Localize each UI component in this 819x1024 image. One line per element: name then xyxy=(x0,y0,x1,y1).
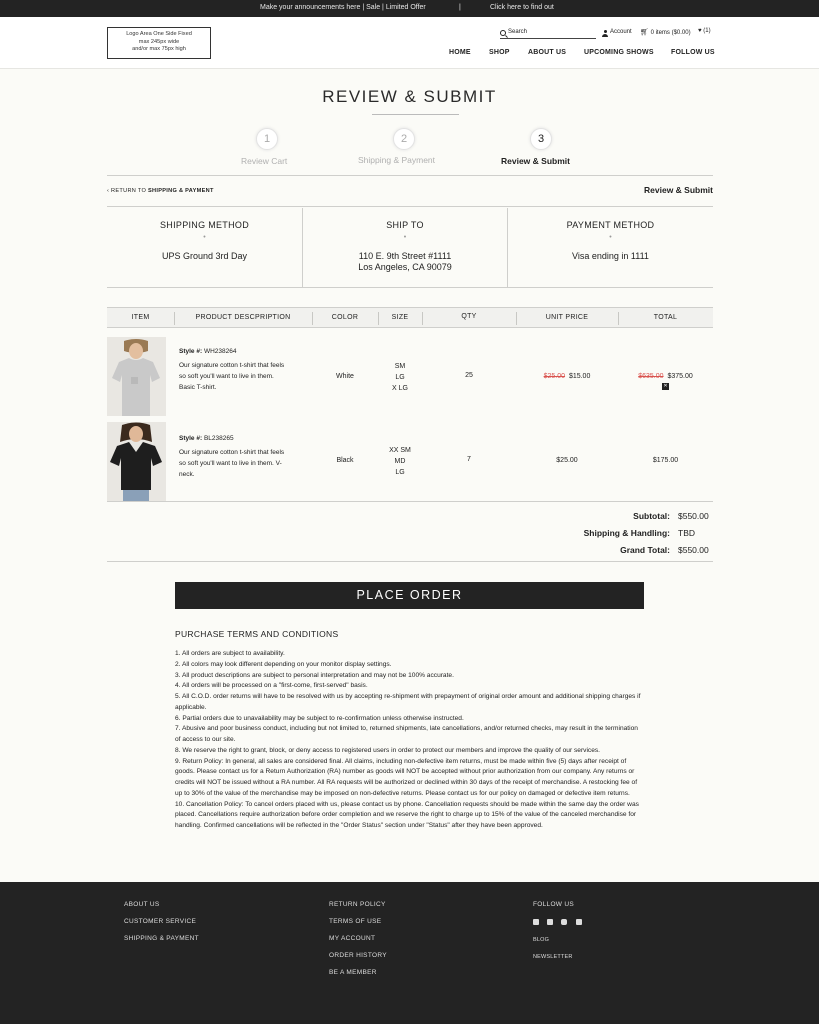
address-line-2: Los Angeles, CA 90079 xyxy=(358,262,452,272)
announcement-separator: | xyxy=(459,4,461,11)
col-description: PRODUCT DESCPRIPTION xyxy=(195,314,291,321)
bullet: • xyxy=(609,234,612,241)
title-divider xyxy=(372,114,459,115)
footer-link[interactable]: ABOUT US xyxy=(124,901,160,908)
shipping-value: TBD xyxy=(678,528,695,538)
style-number: WH238264 xyxy=(203,348,237,355)
product-color: White xyxy=(336,373,354,380)
cart-link[interactable] xyxy=(640,28,691,36)
terms-item: 4. All orders will be processed on a "first-come, first-served" basis. xyxy=(175,682,368,690)
search-placeholder: Search xyxy=(508,29,528,35)
line-total-original: $635.00 xyxy=(638,373,664,380)
shipping-method-card xyxy=(107,208,302,288)
step-1-label[interactable]: Review Cart xyxy=(241,156,288,166)
shipping-method-value: UPS Ground 3rd Day xyxy=(161,251,248,261)
subtotal-value: $550.00 xyxy=(678,511,709,521)
footer-link[interactable]: ORDER HISTORY xyxy=(329,952,387,959)
step-2-label[interactable]: Shipping & Payment xyxy=(358,155,436,165)
nav-shop[interactable]: SHOP xyxy=(489,49,510,56)
announcement-cta-link[interactable]: Click here to find out xyxy=(490,4,554,11)
subtotal-label: Subtotal: xyxy=(633,511,670,521)
instagram-icon[interactable] xyxy=(561,919,567,925)
style-label: Style #: xyxy=(179,435,203,442)
divider xyxy=(107,561,713,562)
search-input[interactable] xyxy=(500,30,596,39)
product-style xyxy=(179,348,236,355)
shipping-label: Shipping & Handling: xyxy=(583,528,670,538)
payment-method-card xyxy=(508,208,713,288)
col-qty: QTY xyxy=(461,313,477,320)
divider xyxy=(107,501,713,502)
line-total: $175.00 xyxy=(652,457,679,464)
wishlist-count: (1) xyxy=(703,28,711,34)
logo-line: max 245px wide xyxy=(138,38,180,45)
logo-line: Logo Area One Side Fixed xyxy=(126,31,192,37)
col-size: SIZE xyxy=(391,314,409,321)
page-title: REVIEW & SUBMIT xyxy=(322,87,497,106)
footer-link[interactable]: CUSTOMER SERVICE xyxy=(124,918,197,925)
site-footer xyxy=(0,882,819,1024)
back-link-prefix: ‹ RETURN TO xyxy=(107,188,148,194)
ship-to-heading: SHIP TO xyxy=(386,220,424,230)
ship-to-address xyxy=(303,251,507,273)
divider xyxy=(107,287,713,288)
grand-total-label: Grand Total: xyxy=(620,545,670,555)
product-qty: 25 xyxy=(465,372,473,379)
bullet: • xyxy=(203,234,206,241)
style-number: BL238265 xyxy=(203,435,234,442)
payment-method-heading: PAYMENT METHOD xyxy=(566,220,655,230)
linkedin-icon[interactable] xyxy=(576,919,582,925)
terms-list xyxy=(175,649,645,832)
col-total: TOTAL xyxy=(653,314,678,321)
footer-blog-link[interactable]: BLOG xyxy=(533,937,550,943)
heart-icon: ♥ xyxy=(698,28,702,34)
terms-item: 6. Partial orders due to unavailability may be subject to re-confirmation unless otherwise instructed. xyxy=(175,714,464,722)
unit-price-original: $25.00 xyxy=(543,373,566,380)
size-value: LG xyxy=(395,374,405,381)
product-sizes xyxy=(378,361,422,394)
footer-newsletter-link[interactable]: NEWSLETTER xyxy=(533,954,573,960)
remove-item-icon[interactable]: ✕ xyxy=(663,383,668,389)
terms-item: 5. All C.O.D. order returns will have to be resolved with us by accepting re-shipment with prepayment of original order amount and additional shipping charges if applicable. xyxy=(175,693,641,711)
terms-item: 3. All product descriptions are subject to personal interpretation and may not be 100% accurate. xyxy=(175,671,454,679)
user-icon xyxy=(602,30,608,36)
footer-link[interactable]: RETURN POLICY xyxy=(329,901,386,908)
terms-item: 1. All orders are subject to availability. xyxy=(175,650,285,657)
step-2-circle[interactable]: 2 xyxy=(393,128,415,150)
col-color: COLOR xyxy=(331,314,359,321)
step-3-circle: 3 xyxy=(530,128,552,150)
announcement-message: Make your announcements here | Sale | Limited Offer xyxy=(260,4,426,11)
facebook-icon[interactable] xyxy=(533,919,539,925)
back-link-target: SHIPPING & PAYMENT xyxy=(148,188,214,194)
divider xyxy=(107,175,713,176)
step-3-label: Review & Submit xyxy=(501,156,570,166)
line-total-sale: $375.00 xyxy=(667,373,693,380)
twitter-icon[interactable] xyxy=(547,919,553,925)
follow-us-heading: FOLLOW US xyxy=(533,901,574,908)
product-description: Our signature cotton t-shirt that feels so soft you'll want to live in them. V-neck. xyxy=(179,449,285,478)
shipping-method-heading: SHIPPING METHOD xyxy=(159,220,249,230)
footer-link[interactable]: SHIPPING & PAYMENT xyxy=(124,935,199,942)
site-header xyxy=(0,17,819,69)
product-qty: 7 xyxy=(467,456,471,463)
terms-item: 8. We reserve the right to grant, block, or deny access to registered users in order to protect our members and improve the quality of our services. xyxy=(175,746,601,754)
unit-price: $25.00 xyxy=(556,457,578,464)
logo-line: and/or max 75px high xyxy=(132,46,186,52)
cart-icon: 🛒︎ xyxy=(640,29,649,36)
footer-link[interactable]: TERMS OF USE xyxy=(329,918,382,925)
nav-home[interactable]: HOME xyxy=(449,49,471,56)
product-image[interactable] xyxy=(107,422,166,501)
product-style xyxy=(179,435,234,442)
account-label: Account xyxy=(610,29,632,35)
size-value: LG xyxy=(395,469,405,476)
terms-heading: PURCHASE TERMS AND CONDITIONS xyxy=(175,629,339,639)
col-unit-price: UNIT PRICE xyxy=(545,314,589,321)
size-value: XX SM xyxy=(389,447,411,454)
size-value: SM xyxy=(394,363,406,370)
ship-to-card xyxy=(303,208,507,288)
footer-link[interactable]: MY ACCOUNT xyxy=(329,935,376,942)
footer-link[interactable]: BE A MEMBER xyxy=(329,969,377,976)
terms-item: 10. Cancellation Policy: To cancel orders placed with us, please contact us by phone. Cancellation requests should be made within the same day the order was placed. Cancellations require authorization before order completion and we reserve the right to charge up to 15% of the value of the canceled merchandise for handling. Confirmed cancellations will be reflected in the "Order Status" section under "Status" after they have been approved. xyxy=(175,800,639,829)
address-line-1: 110 E. 9th Street #1111 xyxy=(358,251,452,261)
return-to-shipping-link[interactable] xyxy=(107,188,214,194)
size-value: X LG xyxy=(392,385,408,392)
cart-label: 0 items ($0.00) xyxy=(650,30,691,36)
unit-price xyxy=(516,373,618,380)
step-1-circle[interactable]: 1 xyxy=(256,128,278,150)
search-icon xyxy=(500,30,506,36)
place-order-button[interactable]: PLACE ORDER xyxy=(175,582,644,609)
grand-total-value: $550.00 xyxy=(678,545,709,555)
divider xyxy=(107,206,713,207)
nav-about-us[interactable]: ABOUT US xyxy=(528,49,567,56)
terms-item: 7. Abusive and poor business conduct, including but not limited to, returned shipments, late cancellations, and/or returned checks, may result in the termination of access to our site. xyxy=(175,725,638,743)
size-value: MD xyxy=(394,458,406,465)
logo-placeholder[interactable] xyxy=(107,27,211,59)
nav-follow-us[interactable]: FOLLOW US xyxy=(671,49,715,56)
product-image[interactable] xyxy=(107,337,166,416)
order-table-header xyxy=(107,307,713,328)
section-label: Review & Submit xyxy=(644,185,713,195)
bullet: • xyxy=(403,234,407,241)
product-color: Black xyxy=(336,457,354,464)
line-total xyxy=(618,373,713,380)
style-label: Style #: xyxy=(179,348,203,355)
terms-item: 9. Return Policy: In general, all sales are considered final. All claims, including non-defective item returns, must be made within five (5) days after receipt of goods. Please contact us for a Return Authorization (RA) number as goods will NOT be accepted without prior authorization from our company. Any returns or credits will NOT be issued without a RA number. All RA requests will be authorized or declined within 30 days of the receipt of merchandise. A restocking fee of up to 30% of the value of the merchandise may be imposed on non-defective returns. Please contact us for our policy on damaged or defective item returns. xyxy=(175,757,638,797)
col-item: ITEM xyxy=(131,314,150,321)
unit-price-sale: $15.00 xyxy=(568,373,591,380)
product-sizes xyxy=(378,445,422,478)
nav-upcoming-shows[interactable]: UPCOMING SHOWS xyxy=(584,49,654,56)
announcement-bar xyxy=(0,0,819,17)
wishlist-link[interactable] xyxy=(698,28,711,34)
terms-item: 2. All colors may look different depending on your monitor display settings. xyxy=(175,660,392,668)
payment-method-value: Visa ending in 1111 xyxy=(572,251,649,261)
product-description: Our signature cotton t-shirt that feels so soft you'll want to live in them. Basic T-shirt. xyxy=(179,362,285,391)
